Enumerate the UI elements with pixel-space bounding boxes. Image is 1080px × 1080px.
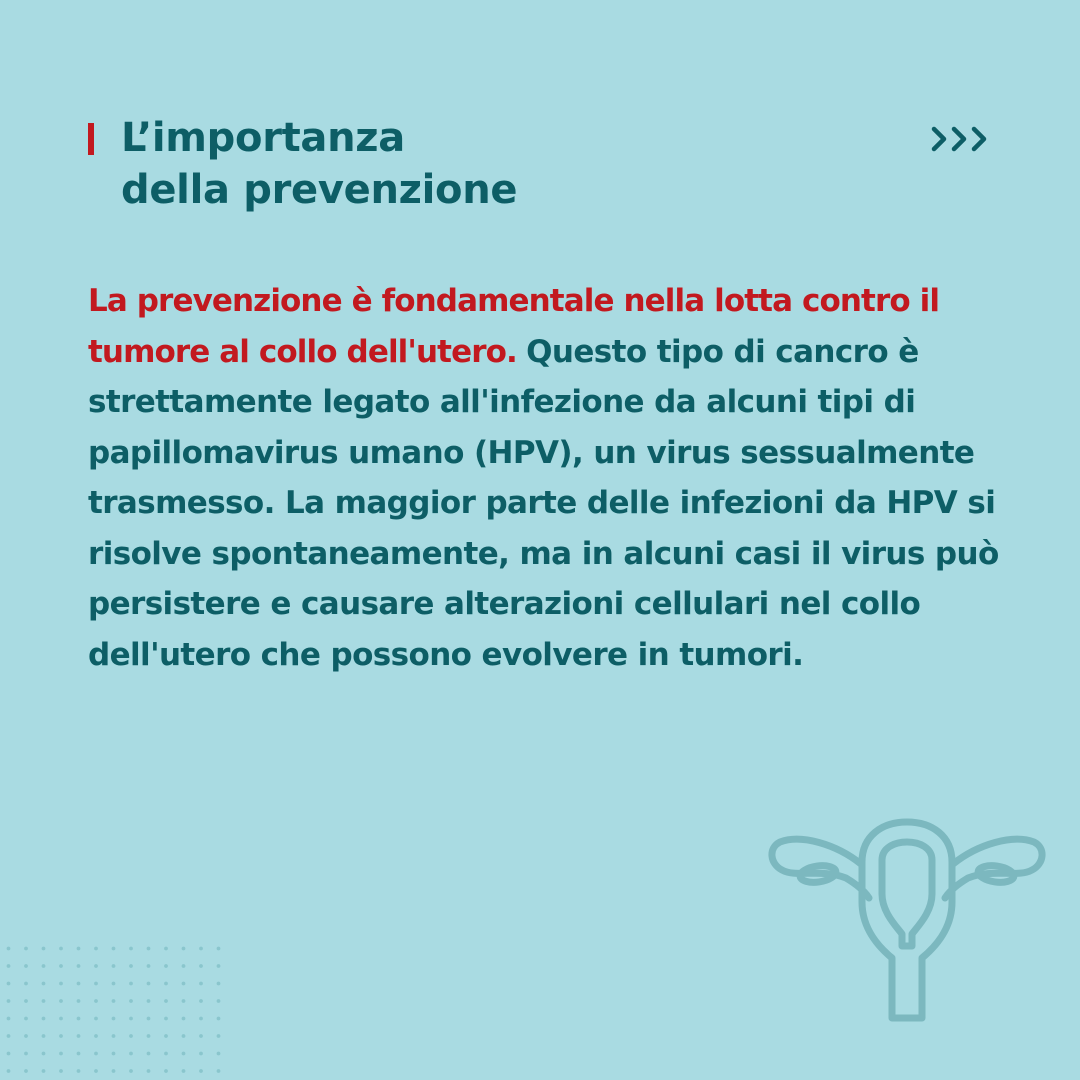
dot-grid-decoration bbox=[0, 940, 230, 1080]
page-title bbox=[121, 112, 517, 216]
body-text: Questo tipo di cancro è strettamente legato all'infezione da alcuni tipi di papillomavirus umano (HPV), un virus sessualmente trasmesso. La maggior parte delle infezioni da HPV si risolve spontaneamente, ma in alcuni casi il virus può persistere e causare alterazioni cellulari nel collo dell'utero che possono evolvere in tumori. bbox=[88, 333, 999, 673]
title-line-2: della prevenzione bbox=[121, 167, 518, 213]
chevrons-right-icon[interactable] bbox=[928, 122, 994, 156]
uterus-icon bbox=[766, 812, 1048, 1026]
body-highlight: La prevenzione è fondamentale nella lotta contro il tumore al collo dell'utero. bbox=[88, 283, 940, 370]
title-accent-bar bbox=[88, 123, 94, 155]
body-paragraph bbox=[88, 276, 1008, 680]
title-line-1: L’importanza bbox=[121, 115, 405, 161]
